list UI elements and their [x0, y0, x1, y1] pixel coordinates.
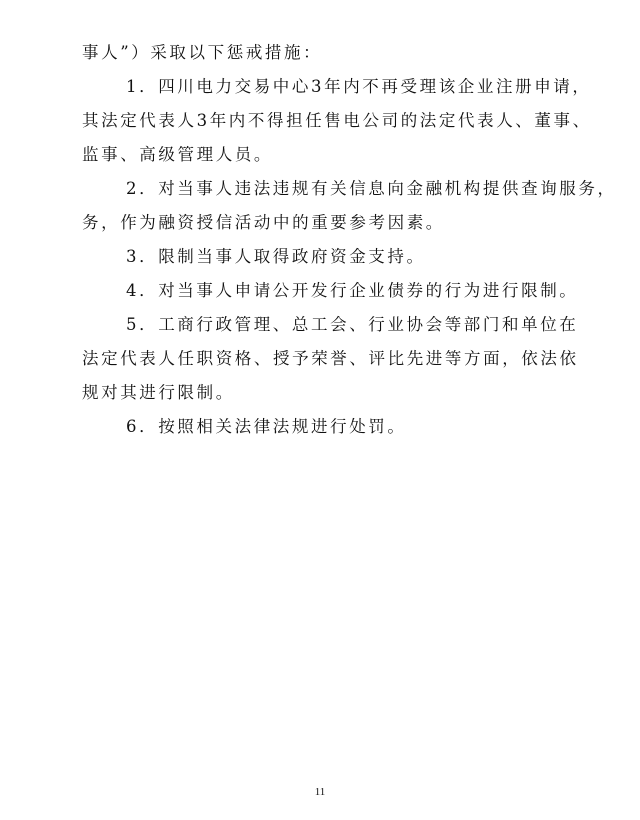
item-1-line-3: 监事、高级管理人员。	[82, 145, 273, 164]
page-number: 11	[314, 786, 326, 798]
item-1-line-2: 其法定代表人3年内不得担任售电公司的法定代表人、董事、	[82, 111, 592, 130]
item-3-line: 3．限制当事人取得政府资金支持。	[126, 247, 426, 266]
item-5-line-1: 5．工商行政管理、总工会、行业协会等部门和单位在	[126, 315, 579, 334]
item-2-line-1: 2．对当事人违法违规有关信息向金融机构提供查询服务，	[126, 179, 617, 198]
intro-line: 事人”）采取以下惩戒措施：	[82, 43, 323, 62]
item-4-line: 4．对当事人申请公开发行企业债券的行为进行限制。	[126, 281, 579, 300]
item-2-line-2: 务，作为融资授信活动中的重要参考因素。	[82, 213, 445, 232]
item-5-line-2: 法定代表人任职资格、授予荣誉、评比先进等方面，依法依	[82, 349, 579, 368]
item-1-line-1: 1．四川电力交易中心3年内不再受理该企业注册申请，	[126, 77, 592, 96]
item-5-line-3: 规对其进行限制。	[82, 383, 235, 402]
item-6-line: 6．按照相关法律法规进行处罚。	[126, 417, 407, 436]
